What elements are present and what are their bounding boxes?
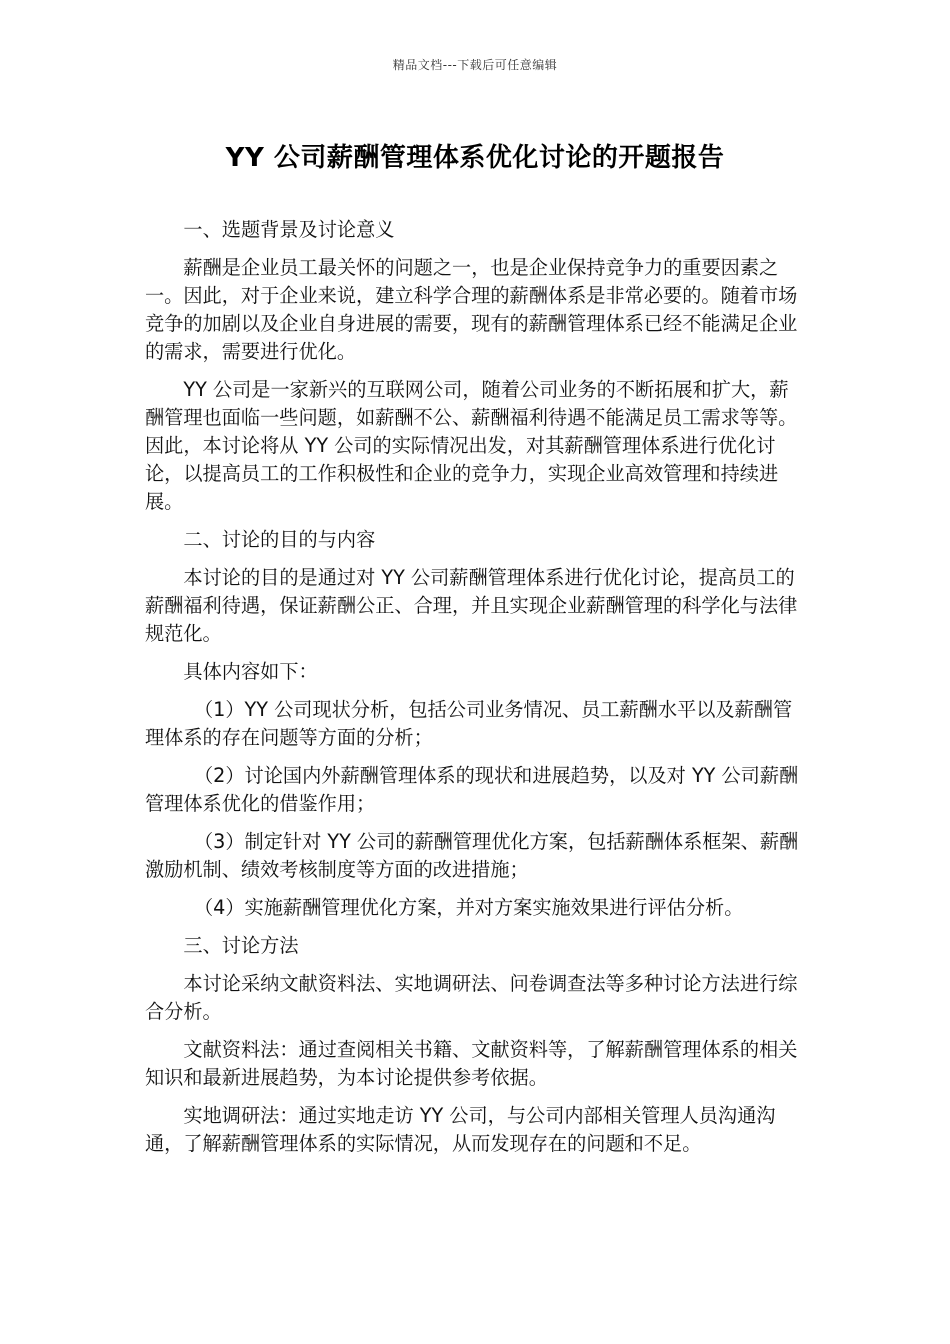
section-heading: 三、讨论方法 <box>183 934 299 957</box>
paragraph: 薪酬是企业员工最关怀的问题之一，也是企业保持竞争力的重要因素之一。因此，对于企业来说，建立科学合理的薪酬体系是非常必要的。随着市场竞争的加剧以及企业自身进展的需要，现有的薪酬管理体系已经不能满足企业的需求，需要进行优化。 <box>145 256 798 363</box>
paragraph: 本讨论采纳文献资料法、实地调研法、问卷调查法等多种讨论方法进行综合分析。 <box>145 972 798 1023</box>
paragraph: 文献资料法：通过查阅相关书籍、文献资料等，了解薪酬管理体系的相关知识和最新进展趋势，为本讨论提供参考依据。 <box>145 1038 798 1089</box>
document-title: YY 公司薪酬管理体系优化讨论的开题报告 <box>225 143 725 173</box>
list-item: （4）实施薪酬管理优化方案，并对方案实施效果进行评估分析。 <box>193 896 744 919</box>
document-body <box>145 216 807 1168</box>
page-header: 精品文档---下载后可任意编辑 <box>392 58 558 72</box>
paragraph: 实地调研法：通过实地走访 YY 公司，与公司内部相关管理人员沟通沟通，了解薪酬管理体系的实际情况，从而发现存在的问题和不足。 <box>145 1104 776 1155</box>
list-item: （1）YY 公司现状分析，包括公司业务情况、员工薪酬水平以及薪酬管理体系的存在问题等方面的分析； <box>145 698 793 749</box>
section-heading: 一、选题背景及讨论意义 <box>183 218 395 241</box>
paragraph: 具体内容如下： <box>183 660 318 683</box>
section-heading: 二、讨论的目的与内容 <box>183 528 376 551</box>
list-item: （2）讨论国内外薪酬管理体系的现状和进展趋势，以及对 YY 公司薪酬管理体系优化的借鉴作用； <box>145 764 799 815</box>
paragraph: 本讨论的目的是通过对 YY 公司薪酬管理体系进行优化讨论，提高员工的薪酬福利待遇，保证薪酬公正、合理，并且实现企业薪酬管理的科学化与法律规范化。 <box>145 566 798 645</box>
paragraph: YY 公司是一家新兴的互联网公司，随着公司业务的不断拓展和扩大，薪酬管理也面临一些问题，如薪酬不公、薪酬福利待遇不能满足员工需求等等。因此，本讨论将从 YY 公司的实际情况出发，对其薪酬管理体系进行优化讨论，以提高员工的工作积极性和企业的竞争力，实现企业高效管理和持续进展。 <box>145 378 798 513</box>
list-item: （3）制定针对 YY 公司的薪酬管理优化方案，包括薪酬体系框架、薪酬激励机制、绩效考核制度等方面的改进措施； <box>145 830 799 881</box>
